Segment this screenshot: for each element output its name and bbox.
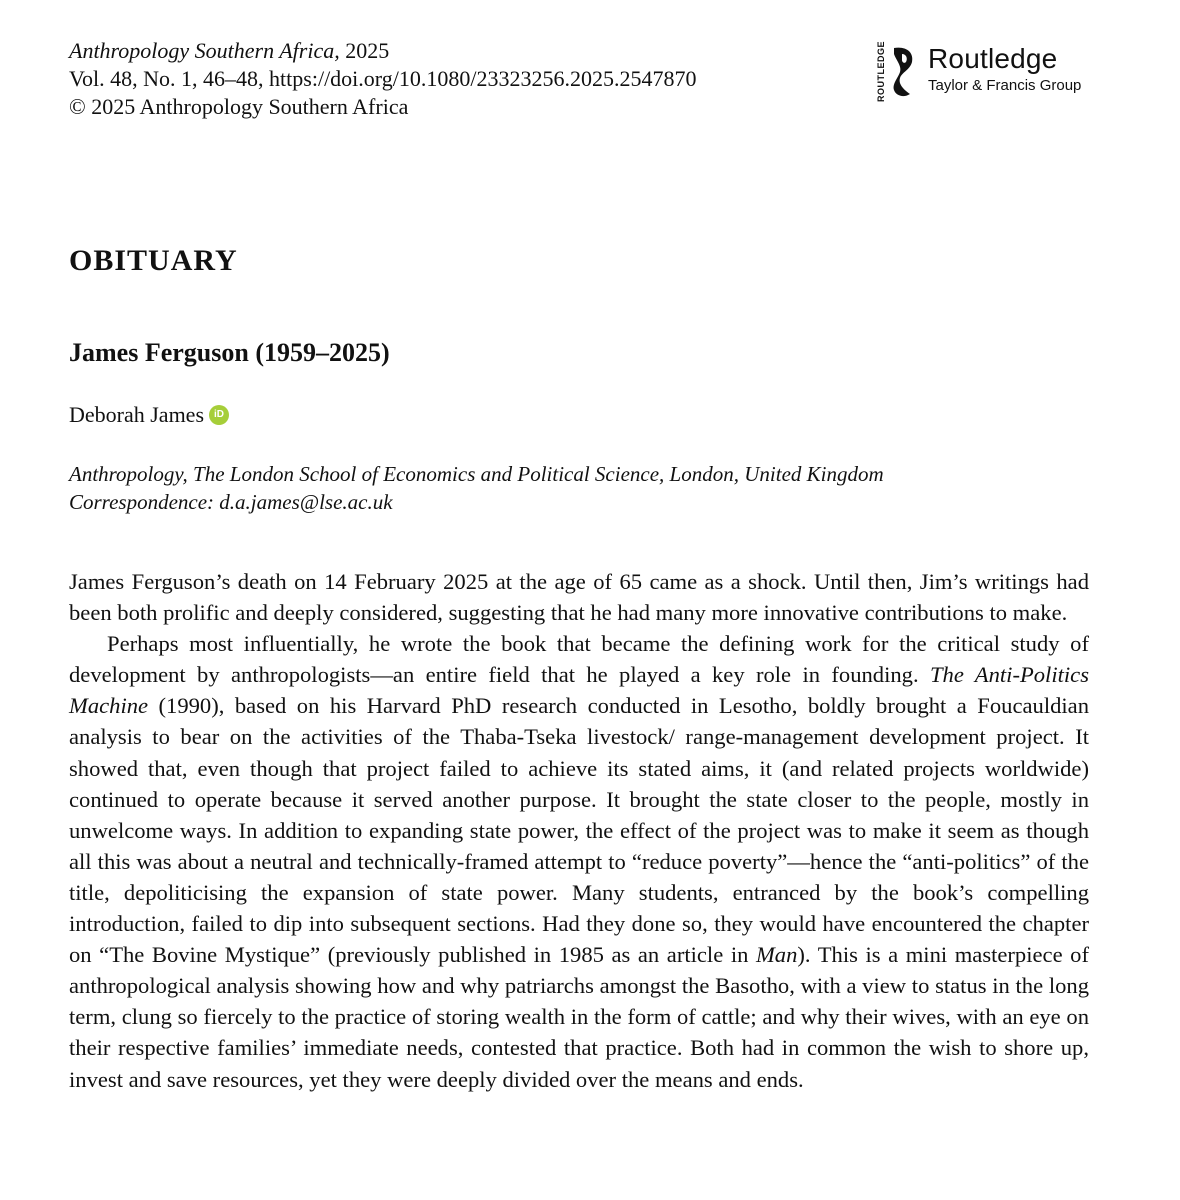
journal-man: Man xyxy=(755,942,798,968)
paragraph-2-intro: Perhaps most influentially, he wrote the book that became the defining work for the critical study of development by anthropologists—an entire field that he played a key role in founding. xyxy=(69,631,1089,688)
paragraph-2-conclusion: ). This is a mini masterpiece of anthropological analysis showing how and why patriarchs amongst the Basotho, with a view to status in the long term, clung so fiercely to the practice of storing wealth in the form of cattle; and why their wives, with an eye on their respective families’ immediate needs, contested that practice. Both had in common the wish to shore up, invest and save resources, yet they were deeply divided over the means and ends. xyxy=(69,942,1089,1092)
copyright-line: © 2025 Anthropology Southern Africa xyxy=(69,94,409,119)
logo-text xyxy=(928,44,1081,95)
author-name: Deborah James xyxy=(69,402,205,427)
logo-vertical-text: ROUTLEDGE xyxy=(876,40,886,102)
journal-name: Anthropology Southern Africa, xyxy=(69,38,340,63)
body-paragraph-1: James Ferguson’s death on 14 February 2025 at the age of 65 came as a shock. Until then, Jim’s writings had been both prolific and deeply considered, suggesting that he had many more innovative contributions to make. xyxy=(69,569,1089,626)
article-title: James Ferguson (1959–2025) xyxy=(69,338,390,367)
affiliation-block xyxy=(69,460,1109,516)
article-body xyxy=(69,566,1089,1095)
orcid-icon[interactable]: iD xyxy=(209,405,229,425)
routledge-logo-icon xyxy=(888,44,918,104)
author-line xyxy=(69,402,229,428)
body-paragraph-2 xyxy=(69,628,1089,1094)
volume-doi-line[interactable]: Vol. 48, No. 1, 46–48, https://doi.org/10.1080/23323256.2025.2547870 xyxy=(69,66,697,91)
book-title: The Anti-Politics Machine xyxy=(69,662,1089,719)
journal-line xyxy=(69,37,696,65)
journal-year: 2025 xyxy=(345,38,390,63)
correspondence-email[interactable]: Correspondence: d.a.james@lse.ac.uk xyxy=(69,490,393,514)
section-label: OBITUARY xyxy=(69,244,238,277)
citation-header xyxy=(69,37,696,121)
affiliation-department: Anthropology, The London School of Economics and Political Science, London, United Kingdom xyxy=(69,462,884,486)
publisher-group: Taylor & Francis Group xyxy=(928,77,1082,94)
book-year: (1990) xyxy=(148,693,219,719)
publisher-logo xyxy=(876,40,1082,104)
publisher-name: Routledge xyxy=(928,43,1058,74)
book-year-comma: , based on his Harvard PhD research conducted in Lesotho, boldly brought a Foucauldian analysis to bear on the activities of the Thaba-Tseka livestock/ range-management development project. It showed that, even though that project failed to achieve its stated aims, it (and related projects worldwide) continued to operate because it served another purpose. It brought the state closer to the people, mostly in unwelcome ways. In addition to expanding state power, the effect of the project was to make it seem as though all this was about a neutral and technically-framed attempt to “reduce poverty”—hence the “anti-politics” of the title, depoliticising the expansion of state power. Many students, entranced by the book’s compelling introduction, failed to dip into subsequent sections. Had they done so, they would have encountered the chapter on “The Bovine Mystique” (previously published in 1985 as an article in xyxy=(69,693,1090,968)
